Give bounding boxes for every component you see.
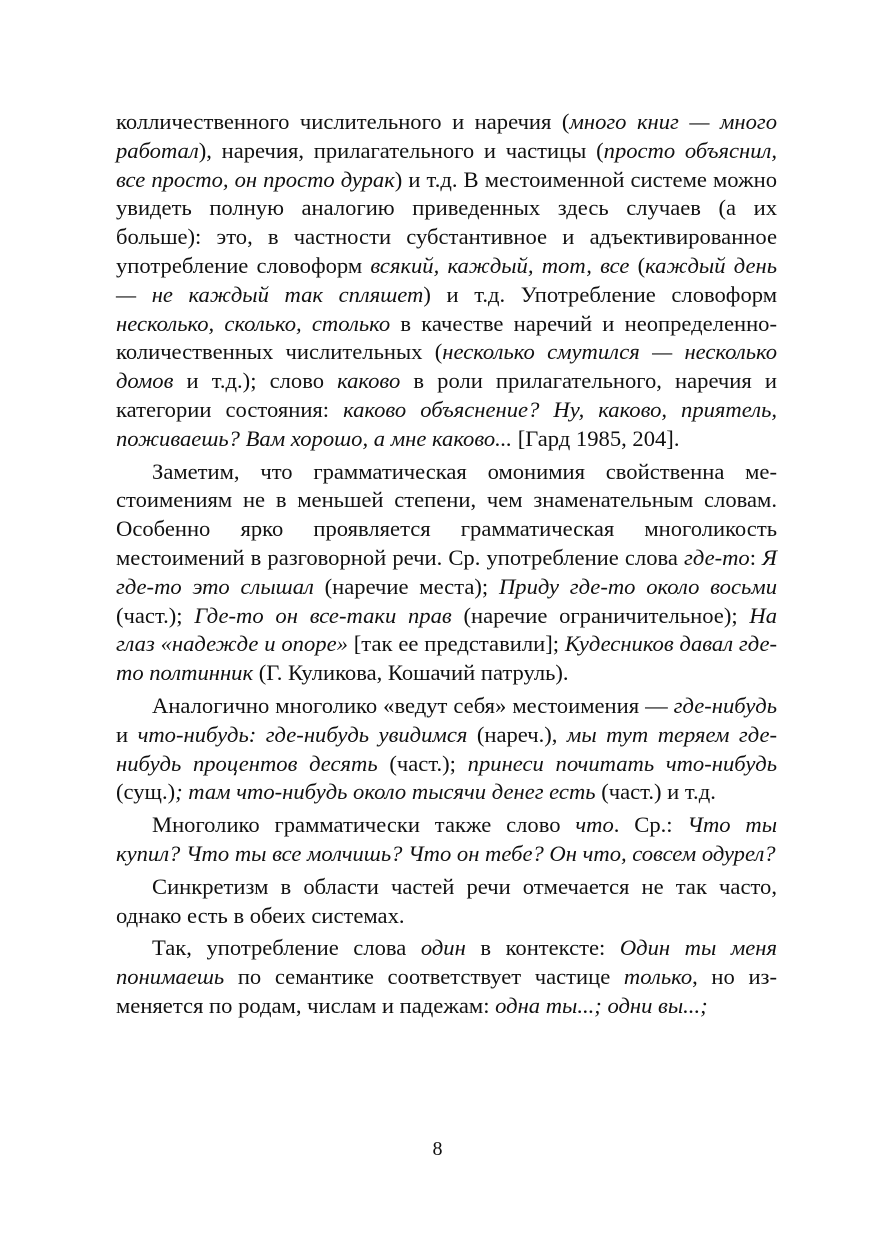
text-run: (част.); xyxy=(116,602,195,628)
italic-text: Где-то он все-таки прав xyxy=(194,602,452,628)
text-run: [Гард 1985, 204]. xyxy=(512,425,680,451)
text-run: в роли прилагательного, наречия и категории состояния: xyxy=(116,368,777,422)
italic-text: всякий, каждый, тот, все xyxy=(370,252,630,278)
text-run: Аналогично многолико «ведут себя» местоимения — xyxy=(152,692,674,718)
italic-text: что-нибудь: где-нибудь увидимся xyxy=(137,721,468,747)
text-run: Синкретизм в области частей речи отмечается не так часто, однако есть в обеих системах. xyxy=(116,873,777,928)
italic-text: один xyxy=(420,935,466,961)
italic-text: что xyxy=(575,812,614,838)
text-run: (Г. Куликова, Кошачий патруль). xyxy=(253,660,569,686)
text-run: колличественного числительного и наречия ( xyxy=(116,109,570,134)
text-run: ), наречия, прилагательного и частицы ( xyxy=(198,137,604,163)
text-run: Заметим, что грамматическая омонимия свойственна местоимениям не в меньшей степени, чем знаменательным словам. Особенно ярко проявляется грамматическая многоликость местоимений в разговорной речи. Ср. употребление слова xyxy=(116,458,777,570)
italic-text: Что ты купил? Что ты все молчишь? Что он тебе? Он что, совсем одурел? xyxy=(116,812,777,866)
italic-text: каково xyxy=(337,368,401,394)
italic-text: каково объяснение? Ну, каково, приятель, поживаешь? Вам хорошо, а мне каково... xyxy=(116,396,777,451)
text-run: ( xyxy=(629,252,646,278)
italic-text: много книг — много работал xyxy=(116,109,777,163)
text-run: Многолико грамматически также слово xyxy=(152,812,576,838)
italic-text: каждый день — не каждый так спляшет xyxy=(116,252,777,307)
text-run: (част.); xyxy=(377,750,468,776)
paragraph xyxy=(116,108,777,454)
italic-text: мы тут теряем где-нибудь процентов десять xyxy=(116,721,777,776)
text-run: . Ср.: xyxy=(613,812,688,838)
italic-text: только xyxy=(623,964,693,990)
paragraph xyxy=(116,873,777,931)
italic-text: одна ты...; одни вы...; xyxy=(495,992,708,1018)
italic-text: где-нибудь xyxy=(673,692,777,718)
text-run: и т.д.); слово xyxy=(173,368,338,394)
italic-text: принеси почитать что-нибудь xyxy=(467,750,777,776)
text-run: Так, употребление слова xyxy=(152,935,421,961)
paragraph xyxy=(116,692,777,807)
text-run: в качестве наречий и неопределенно-количественных числительных ( xyxy=(116,310,777,365)
text-run: [так ее представили]; xyxy=(347,631,565,657)
text-run: ) и т.д. В местоименной системе можно увидеть полную аналогию приведенных здесь случаев (а их больше): это, в частности субстантивное и адъективированное употребление словоформ xyxy=(116,166,777,278)
text-run: и xyxy=(116,721,138,747)
body-text xyxy=(116,108,777,1025)
text-run: (нареч.), xyxy=(467,721,567,747)
italic-text: несколько смутился — несколько домов xyxy=(116,339,777,394)
italic-text: где-то xyxy=(684,544,750,570)
text-run: , но изменяется по родам, числам и падежам: xyxy=(116,964,777,1018)
text-run: (сущ.) xyxy=(116,779,176,805)
italic-text: Кудесников давал где-то полтинник xyxy=(116,631,777,686)
text-run: в контексте: xyxy=(465,935,620,961)
paragraph xyxy=(116,934,777,1020)
page-number: 8 xyxy=(432,1138,443,1160)
text-run: : xyxy=(749,544,763,570)
italic-text: Я где-то это слышал xyxy=(116,544,777,599)
italic-text: просто объяснил, все просто, он просто дурак xyxy=(116,137,777,192)
paragraph xyxy=(116,811,777,869)
text-run: (част.) и т.д. xyxy=(595,779,716,805)
text-run: ) и т.д. Употребление словоформ xyxy=(423,281,777,307)
text-run: по семантике соответствует частице xyxy=(224,964,624,990)
text-run: (наречие ограничительное); xyxy=(451,602,750,628)
italic-text: ; там что-нибудь около тысячи денег есть xyxy=(175,779,596,805)
paragraph xyxy=(116,458,777,688)
italic-text: На глаз «надежде и опоре» xyxy=(116,602,778,657)
italic-text: несколько, сколько, столько xyxy=(116,310,391,336)
italic-text: Приду где-то около восьми xyxy=(498,573,777,599)
text-run: (наречие места); xyxy=(313,573,499,599)
italic-text: Один ты меня понимаешь xyxy=(116,935,777,990)
